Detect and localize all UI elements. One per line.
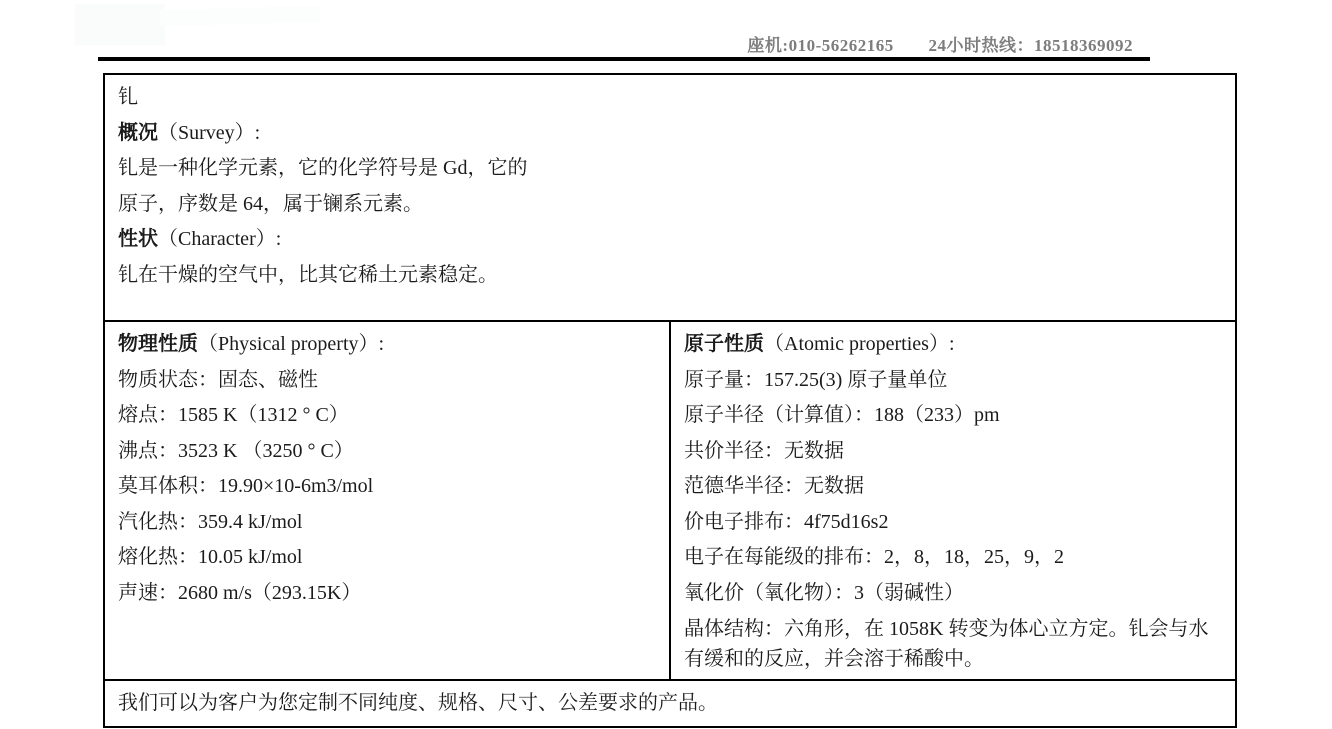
physical-property-line: 熔化热：10.05 kJ/mol — [118, 546, 303, 568]
atomic-property-line: 共价半径：无数据 — [684, 439, 844, 462]
survey-heading-zh: 概况 — [118, 121, 158, 144]
crystal-structure-line: 晶体结构：六角形，在 1058K 转变为体心立方定。钆会与水有缓和的反应，并会溶于稀酸中。 — [684, 618, 1209, 670]
physical-property-line: 沸点：3523 K （3250 ° C） — [118, 439, 354, 462]
atomic-heading-zh: 原子性质 — [684, 333, 764, 355]
hotline-number: 24小时热线：18518369092 — [928, 36, 1133, 55]
atomic-properties-cell — [670, 321, 1236, 680]
footer-row — [104, 680, 1236, 727]
physical-property-line: 熔点：1585 K（1312 ° C） — [118, 404, 349, 426]
physical-property-line: 物质状态：固态、磁性 — [118, 368, 318, 391]
footer-note-cell — [104, 680, 1236, 727]
element-name: 钆 — [118, 86, 138, 108]
physical-heading — [118, 327, 656, 363]
physical-heading-zh: 物理性质 — [118, 333, 198, 355]
atomic-property-line: 电子在每能级的排布：2，8，18，25，9，2 — [684, 546, 1064, 568]
physical-property-line: 莫耳体积：19.90×10-6m3/mol — [118, 475, 374, 497]
element-info-table — [103, 73, 1237, 728]
atomic-heading-en: （Atomic properties）: — [764, 333, 955, 355]
logo-watermark-smudge — [160, 6, 320, 26]
intro-row — [104, 74, 1236, 321]
survey-heading-en: （Survey）: — [158, 121, 261, 144]
character-heading-en: （Character）: — [158, 228, 282, 250]
physical-property-line: 声速：2680 m/s（293.15K） — [118, 581, 362, 604]
survey-heading — [118, 116, 1222, 152]
atomic-property-line: 范德华半径：无数据 — [684, 475, 864, 497]
physical-property-line: 汽化热：359.4 kJ/mol — [118, 510, 303, 533]
atomic-heading — [684, 327, 1222, 363]
character-heading — [118, 222, 1222, 258]
custom-products-note: 我们可以为客户为您定制不同纯度、规格、尺寸、公差要求的产品。 — [118, 692, 718, 714]
intro-cell — [104, 74, 1236, 321]
properties-row — [104, 321, 1236, 680]
header-divider — [98, 57, 1150, 61]
atomic-property-line: 原子量：157.25(3) 原子量单位 — [684, 368, 948, 391]
atomic-property-line: 原子半径（计算值）：188（233）pm — [684, 404, 1000, 426]
character-text-line: 钆在干燥的空气中，比其它稀土元素稳定。 — [118, 263, 498, 286]
survey-text-line-1: 钆是一种化学元素，它的化学符号是 Gd，它的 — [118, 157, 528, 179]
survey-text-line-2: 原子，序数是 64，属于镧系元素。 — [118, 192, 423, 215]
landline-number: 座机:010-56262165 — [747, 36, 894, 55]
atomic-property-line: 氧化价（氧化物）：3（弱碱性） — [684, 581, 964, 604]
atomic-property-line: 价电子排布：4f75d16s2 — [684, 510, 889, 533]
physical-heading-en: （Physical property）: — [198, 333, 385, 355]
character-heading-zh: 性状 — [118, 228, 158, 250]
physical-properties-cell — [104, 321, 670, 680]
header-contact — [0, 31, 1133, 56]
